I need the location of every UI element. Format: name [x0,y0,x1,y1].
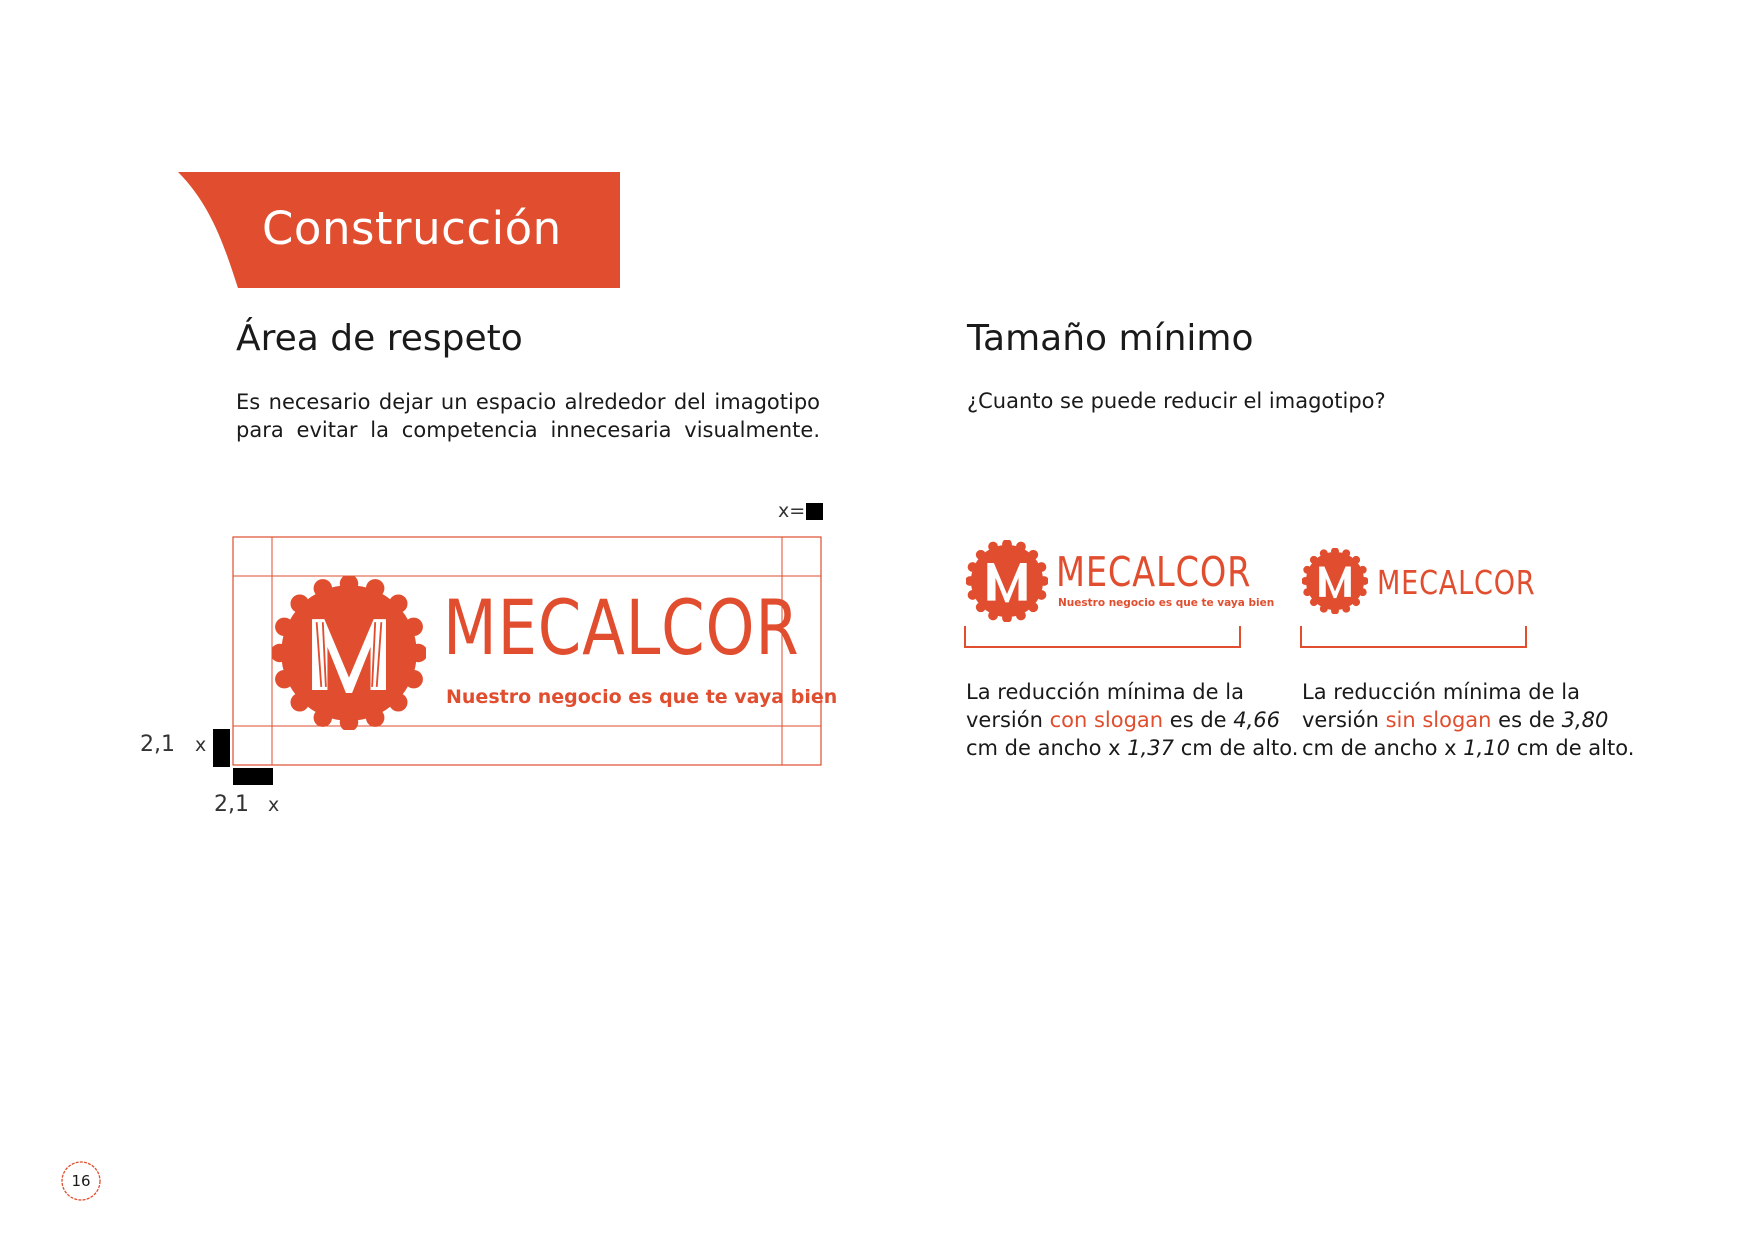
note-with-slogan [966,678,1299,762]
respect-area-heading: Área de respeto [236,318,523,359]
logo-wordmark-with-slogan: MECALCOR [1056,548,1252,596]
logo-slogan-large: Nuestro negocio es que te vaya bien [446,686,838,708]
note-without-slogan [1302,678,1635,762]
with-slogan-highlight: con slogan [1049,708,1164,732]
logo-badge-large [272,576,426,730]
note-with-slogan-line1: La reducción mínima de la [966,680,1244,704]
vertical-margin-unit: x [195,734,207,756]
horizontal-margin-value: 2,1 [214,792,249,817]
min-size-question: ¿Cuanto se puede reducir el imagotipo? [967,389,1386,413]
respect-area-body-line2: para evitar la competencia innecesaria visualmente. [236,418,820,442]
section-title: Construcción [262,202,562,255]
width-bracket-with-slogan [964,626,1242,650]
logo-slogan-small: Nuestro negocio es que te vaya bien [1058,597,1275,609]
unit-label: x= [778,500,806,522]
logo-wordmark-without-slogan: MECALCOR [1377,563,1536,602]
width-bracket-without-slogan [1300,626,1528,650]
vertical-margin-bar [213,729,230,767]
horizontal-margin-unit: x [268,794,280,816]
section-banner [178,172,620,288]
unit-square [806,503,823,520]
logo-wordmark-large: MECALCOR [443,583,800,672]
horizontal-margin-bar [233,768,273,785]
logo-badge-without-slogan [1302,548,1368,614]
respect-area-body-line1: Es necesario dejar un espacio alrededor del imagotipo [236,390,820,414]
without-slogan-highlight: sin slogan [1385,708,1492,732]
page-number: 16 [71,1172,91,1190]
min-size-heading: Tamaño mínimo [967,318,1254,359]
note-with-slogan-line3: cm de ancho x 1,37 cm de alto. [966,736,1299,760]
vertical-margin-value: 2,1 [140,732,175,757]
note-without-slogan-line3: cm de ancho x 1,10 cm de alto. [1302,736,1635,760]
note-without-slogan-line1: La reducción mínima de la [1302,680,1580,704]
note-without-slogan-line2: versión sin slogan es de 3,80 [1302,708,1609,732]
logo-badge-with-slogan [966,540,1048,622]
note-with-slogan-line2: versión con slogan es de 4,66 [966,708,1281,732]
